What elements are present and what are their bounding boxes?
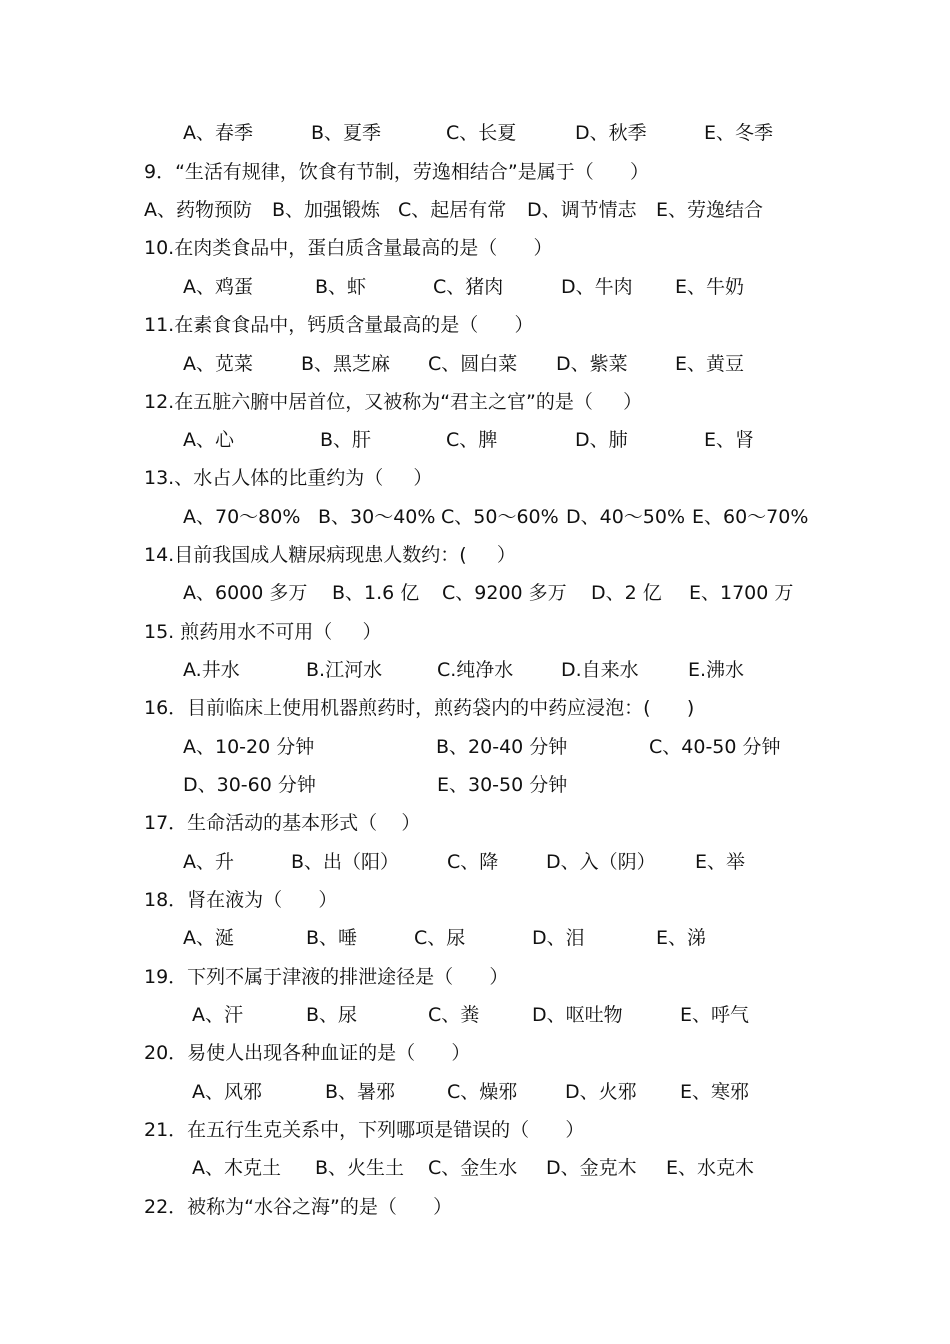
- option-b: B、唾: [306, 927, 358, 949]
- option-e: E、呼气: [680, 1004, 750, 1026]
- option-a: A、药物预防: [144, 199, 252, 221]
- option-a: A.井水: [183, 659, 240, 681]
- option-d: D、火邪: [565, 1081, 637, 1103]
- option-e: E、肾: [704, 429, 755, 451]
- option-c: C、长夏: [446, 122, 517, 144]
- option-c: C.纯净水: [437, 659, 514, 681]
- option-d: D、牛肉: [561, 276, 633, 298]
- option-a: A、涎: [183, 927, 234, 949]
- option-b: B、火生土: [315, 1157, 405, 1179]
- question-16: 16．目前临床上使用机器煎药时，煎药袋内的中药应浸泡：( ): [144, 697, 695, 719]
- option-c: C、起居有常: [398, 199, 507, 221]
- question-9: 9．“生活有规律，饮食有节制，劳逸相结合”是属于（ ）: [144, 161, 650, 183]
- option-b: B.江河水: [306, 659, 383, 681]
- option-e: E、水克木: [666, 1157, 755, 1179]
- option-d: D、入（阴）: [546, 851, 656, 873]
- option-d: D.自来水: [561, 659, 639, 681]
- option-d: D、呕吐物: [532, 1004, 623, 1026]
- question-10: 10.在肉类食品中，蛋白质含量最高的是（ ）: [144, 237, 553, 259]
- option-d: D、秋季: [575, 122, 647, 144]
- option-c: C、粪: [428, 1004, 480, 1026]
- option-c: C、9200 多万: [442, 582, 567, 604]
- option-c: C、燥邪: [447, 1081, 518, 1103]
- question-20: 20．易使人出现各种血证的是（ ）: [144, 1042, 471, 1064]
- option-d: D、金克木: [546, 1157, 637, 1179]
- question-13: 13.、水占人体的比重约为（ ）: [144, 467, 433, 489]
- option-c: C、尿: [414, 927, 466, 949]
- option-d: D、紫菜: [556, 353, 628, 375]
- option-d: D、40～50%: [566, 506, 686, 528]
- option-c: C、50～60%: [441, 506, 559, 528]
- option-b: B、肝: [320, 429, 372, 451]
- option-c: C、40-50 分钟: [649, 736, 781, 758]
- option-c: C、猪肉: [433, 276, 504, 298]
- option-b: B、虾: [315, 276, 367, 298]
- option-a: A、鸡蛋: [183, 276, 253, 298]
- option-d: D、30-60 分钟: [183, 774, 316, 796]
- question-18: 18．肾在液为（ ）: [144, 889, 338, 911]
- question-21: 21．在五行生克关系中，下列哪项是错误的（ ）: [144, 1119, 585, 1141]
- option-e: E、黄豆: [675, 353, 745, 375]
- option-c: C、圆白菜: [428, 353, 518, 375]
- option-a: A、春季: [183, 122, 253, 144]
- option-a: A、苋菜: [183, 353, 253, 375]
- option-b: B、暑邪: [325, 1081, 396, 1103]
- option-a: A、10-20 分钟: [183, 736, 315, 758]
- option-a: A、木克土: [192, 1157, 281, 1179]
- option-b: B、尿: [306, 1004, 358, 1026]
- question-22: 22．被称为“水谷之海”的是（ ）: [144, 1196, 453, 1218]
- option-e: E、牛奶: [675, 276, 745, 298]
- option-e: E、1700 万: [689, 582, 794, 604]
- option-e: E、30-50 分钟: [437, 774, 568, 796]
- option-b: B、20-40 分钟: [436, 736, 568, 758]
- option-e: E、60～70%: [692, 506, 809, 528]
- option-e: E、寒邪: [680, 1081, 750, 1103]
- option-e: E、冬季: [704, 122, 774, 144]
- option-c: C、金生水: [428, 1157, 518, 1179]
- option-b: B、出（阳）: [291, 851, 400, 873]
- question-19: 19．下列不属于津液的排泄途径是（ ）: [144, 966, 509, 988]
- option-e: E、劳逸结合: [656, 199, 764, 221]
- option-b: B、加强锻炼: [272, 199, 381, 221]
- option-d: D、2 亿: [591, 582, 662, 604]
- option-d: D、泪: [532, 927, 585, 949]
- question-14: 14.目前我国成人糖尿病现患人数约：( ）: [144, 544, 516, 566]
- option-a: A、汗: [192, 1004, 243, 1026]
- option-e: E、涕: [656, 927, 707, 949]
- option-b: B、黑芝麻: [301, 353, 391, 375]
- question-15: 15. 煎药用水不可用（ ）: [144, 621, 382, 643]
- question-12: 12.在五脏六腑中居首位，又被称为“君主之官”的是（ ）: [144, 391, 643, 413]
- option-a: A、70～80%: [183, 506, 301, 528]
- option-b: B、30～40%: [318, 506, 436, 528]
- option-b: B、1.6 亿: [332, 582, 420, 604]
- option-c: C、脾: [446, 429, 498, 451]
- question-17: 17．生命活动的基本形式（ ）: [144, 812, 421, 834]
- option-e: E、举: [695, 851, 746, 873]
- option-a: A、升: [183, 851, 234, 873]
- option-d: D、肺: [575, 429, 628, 451]
- option-a: A、6000 多万: [183, 582, 308, 604]
- option-b: B、夏季: [311, 122, 382, 144]
- option-a: A、心: [183, 429, 234, 451]
- question-11: 11.在素食食品中，钙质含量最高的是（ ）: [144, 314, 534, 336]
- option-a: A、风邪: [192, 1081, 262, 1103]
- option-c: C、降: [447, 851, 499, 873]
- option-d: D、调节情志: [527, 199, 637, 221]
- option-e: E.沸水: [688, 659, 745, 681]
